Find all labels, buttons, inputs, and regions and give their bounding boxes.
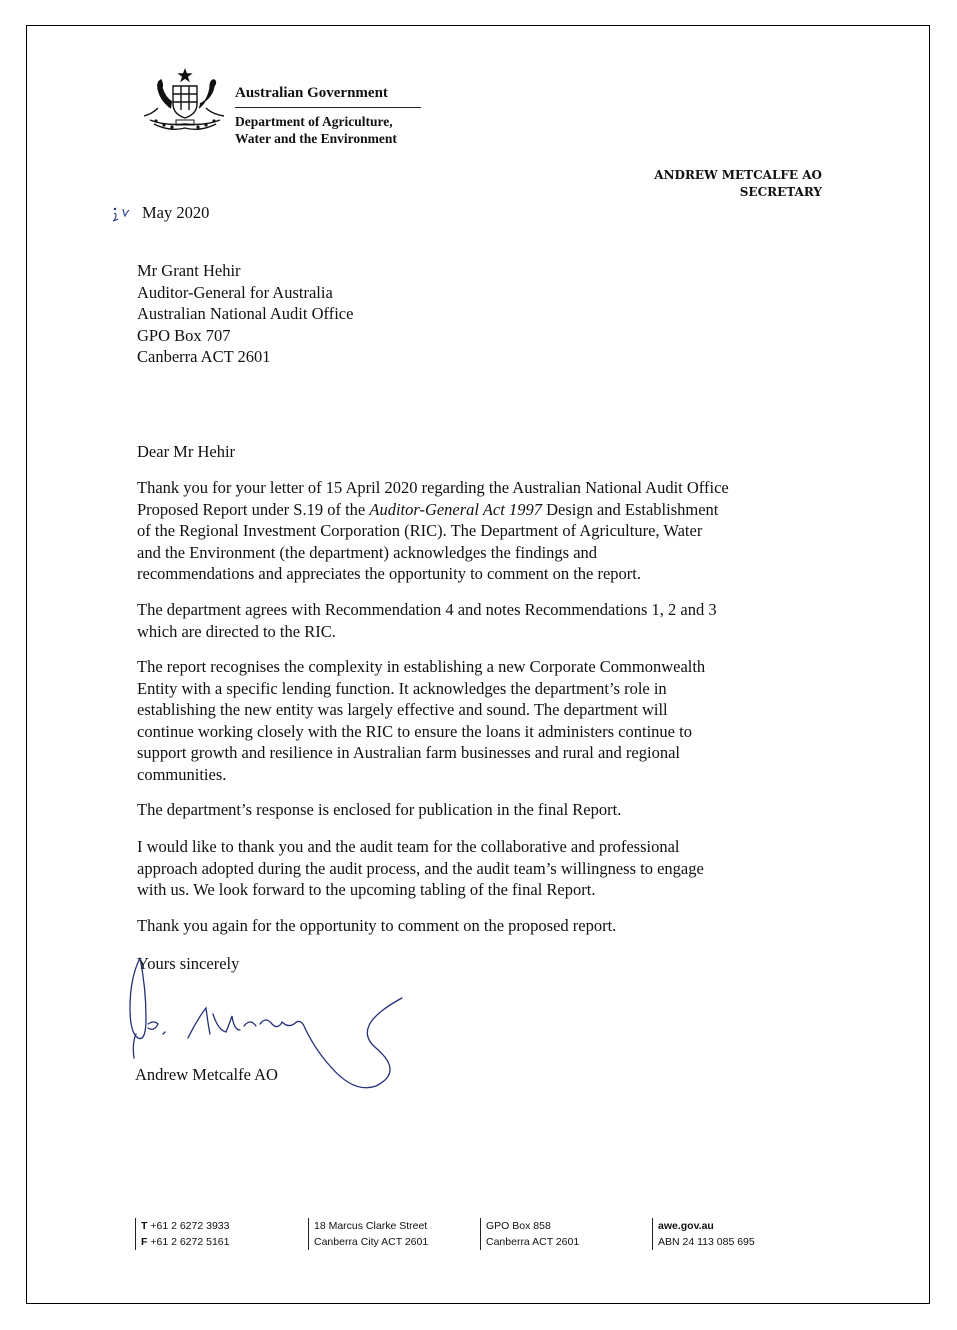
coat-of-arms-icon (140, 68, 230, 134)
paragraph-line: Thank you for your letter of 15 April 2020 regarding the Australian National Audit Office (137, 478, 729, 497)
fax-number: +61 2 6272 5161 (150, 1236, 230, 1248)
paragraph-line: which are directed to the RIC. (137, 621, 336, 641)
recipient-line: GPO Box 707 (137, 325, 231, 345)
footer-fax (141, 1234, 229, 1250)
government-name: Australian Government (235, 85, 388, 101)
recipient-line: Canberra ACT 2601 (137, 347, 271, 367)
recipient-line: Mr Grant Hehir (137, 261, 241, 280)
salutation: Dear Mr Hehir (137, 442, 236, 461)
paragraph-line: Thank you again for the opportunity to comment on the proposed report. (137, 916, 617, 935)
postal-line: GPO Box 858 (486, 1220, 551, 1232)
department-line-2: Water and the Environment (235, 131, 397, 146)
paragraph-line: approach adopted during the audit process, and the audit team’s willingness to engage (137, 858, 704, 878)
paragraph-line: The report recognises the complexity in establishing a new Corporate Commonwealth (137, 657, 706, 676)
handwritten-day (110, 200, 140, 224)
text-span: Proposed Report under S.19 of the (137, 499, 370, 519)
fax-label: F (141, 1236, 148, 1248)
abn: ABN 24 113 085 695 (658, 1236, 755, 1248)
paragraph-line: and the Environment (the department) acknowledges the findings and (137, 542, 598, 562)
paragraph-line: communities. (137, 764, 227, 784)
letter-date: May 2020 (142, 203, 210, 222)
paragraph-line: recommendations and appreciates the opportunity to comment on the report. (137, 564, 642, 584)
text-span: Design and Establishment (541, 499, 719, 519)
paragraph-6 (137, 915, 616, 937)
footer-phone (141, 1218, 229, 1234)
paragraph-line: I would like to thank you and the audit team for the collaborative and professional (137, 837, 680, 856)
paragraph-line: with us. We look forward to the upcoming tabling of the final Report. (137, 880, 596, 900)
paragraph-4 (137, 799, 621, 821)
paragraph-line: The department’s response is enclosed for publication in the final Report. (137, 800, 622, 819)
footer-street-address (308, 1218, 428, 1250)
paragraph-1 (137, 477, 729, 585)
recipient-line: Australian National Audit Office (137, 304, 354, 324)
paragraph-line: support growth and resilience in Australian farm businesses and rural and regional (137, 743, 680, 763)
paragraph-line: establishing the new entity was largely effective and sound. The department will (137, 700, 668, 720)
phone-label: T (141, 1220, 148, 1232)
paragraph-5 (137, 836, 704, 901)
paragraph-line (137, 499, 729, 521)
recipient-line: Auditor-General for Australia (137, 282, 333, 302)
street-line: Canberra City ACT 2601 (314, 1236, 429, 1248)
signer-name: Andrew Metcalfe AO (135, 1065, 278, 1084)
recipient-address (137, 260, 353, 368)
sender-block (654, 167, 822, 201)
letterhead-divider (235, 107, 421, 108)
paragraph-line: continue working closely with the RIC to ensure the loans it administers continue to (137, 721, 692, 741)
act-title: Auditor-General Act 1997 (369, 499, 542, 519)
footer-web (652, 1218, 755, 1250)
sender-title: SECRETARY (739, 185, 822, 199)
closing: Yours sincerely (137, 954, 240, 973)
paragraph-line: Entity with a specific lending function. It acknowledges the department’s role in (137, 678, 667, 698)
footer-postal-address (480, 1218, 579, 1250)
department-name (235, 113, 397, 147)
street-line: 18 Marcus Clarke Street (314, 1220, 428, 1232)
postal-line: Canberra ACT 2601 (486, 1236, 580, 1248)
footer-contact (135, 1218, 229, 1250)
phone-number: +61 2 6272 3933 (150, 1220, 230, 1232)
paragraph-line: The department agrees with Recommendation 4 and notes Recommendations 1, 2 and 3 (137, 600, 717, 619)
department-line-1: Department of Agriculture, (235, 114, 393, 129)
paragraph-line: of the Regional Investment Corporation (RIC). The Department of Agriculture, Water (137, 521, 703, 541)
sender-name: ANDREW METCALFE AO (654, 168, 822, 182)
paragraph-2 (137, 599, 717, 642)
paragraph-3 (137, 656, 705, 786)
website-link[interactable]: awe.gov.au (658, 1220, 714, 1232)
